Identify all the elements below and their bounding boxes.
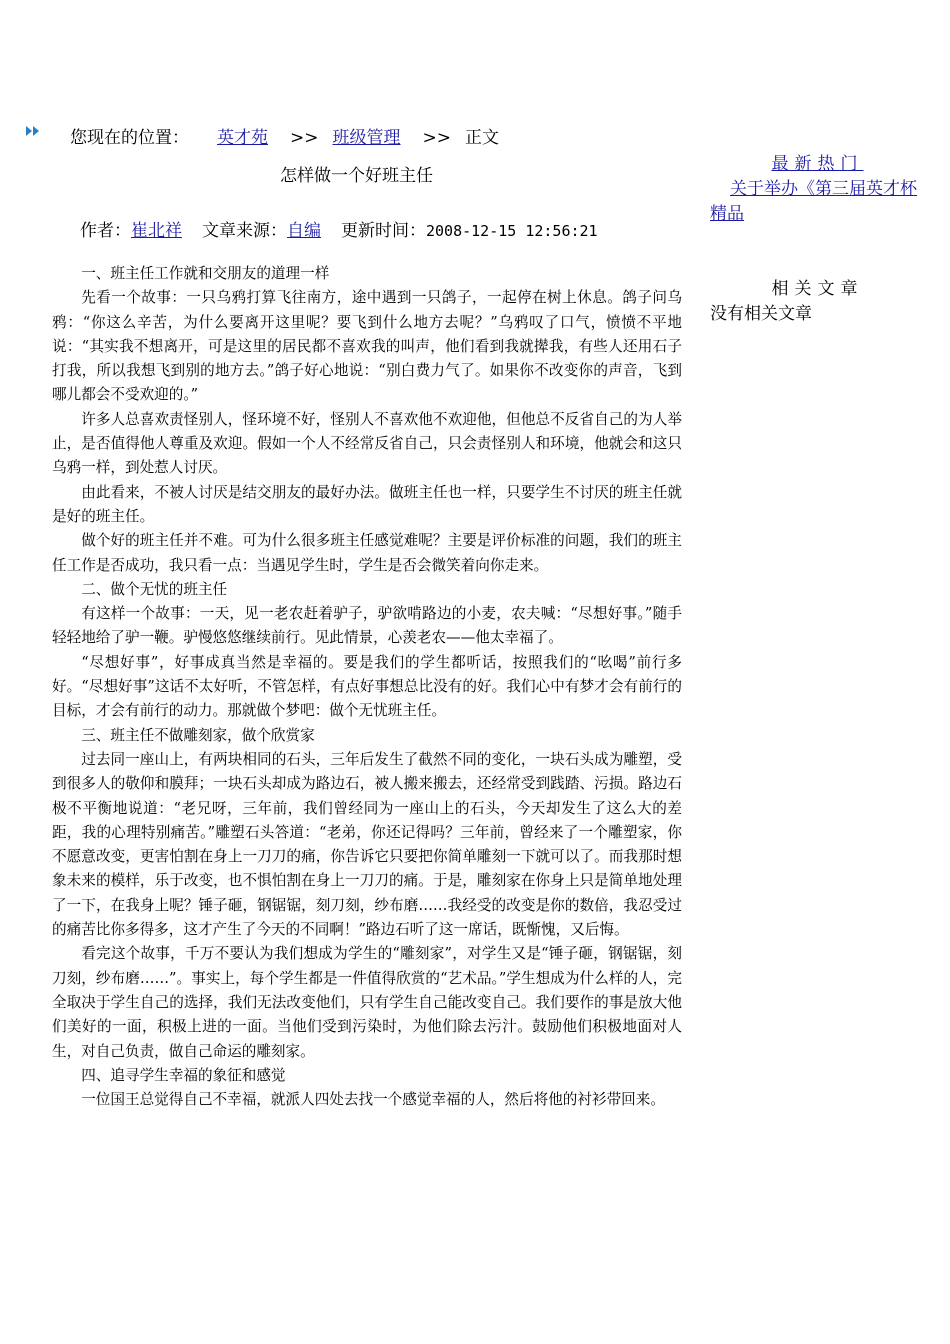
related-articles-empty: 没有相关文章 [710,304,812,324]
related-articles [710,277,925,327]
section-heading: 三、班主任不做雕刻家，做个欣赏家 [81,726,315,744]
breadcrumb-separator: >> [422,128,451,148]
section-heading: 一、班主任工作就和交朋友的道理一样 [81,265,330,282]
breadcrumb-current: 正文 [465,128,499,148]
article-paragraph: 做个好的班主任并不难。可为什么很多班主任感觉难呢？主要是评价标准的问题，我们的班主任工作是否成功，我只看一点：当遇见学生时，学生是否会微笑着向你走来。 [52,532,682,574]
article-paragraph: 一位国王总觉得自己不幸福，就派人四处去找一个感觉幸福的人，然后将他的衬衫带回来。 [81,1091,665,1109]
article-paragraph: 许多人总喜欢责怪别人，怪环境不好，怪别人不喜欢他不欢迎他，但他总不反省自己的为人举止，是否值得他人尊重及欢迎。假如一个人不经常反省自己，只会责怪别人和环境，他就会和这只乌鸦一样，到处惹人讨厌。 [52,410,682,477]
article-paragraph: 先看一个故事：一只乌鸦打算飞往南方，途中遇到一只鸽子，一起停在树上休息。鸽子问乌鸦：“你这么辛苦，为什么要离开这里呢？要飞到什么地方去呢？”乌鸦叹了口气，愤愤不平地说：“其实我不想离开，可是这里的居民都不喜欢我的叫声，他们看到我就撵我，有些人还用石子打我，所以我想飞到别的地方去。”鸽子好心地说：“别白费力气了。如果你不改变你的声音，飞到哪儿都会不受欢迎的。” [52,289,682,404]
hot-article-link[interactable]: 关于举办《第三届英才杯精品 [710,179,917,224]
updated-label: 更新时间： [341,221,426,241]
article-paragraph: 过去同一座山上，有两块相同的石头，三年后发生了截然不同的变化，一块石头成为雕塑，受到很多人的敬仰和膜拜；一块石头却成为路边石，被人搬来搬去，还经常受到践踏、污损。路边石极不平衡地说道：“老兄呀，三年前，我们曾经同为一座山上的石头，今天却发生了这么大的差距，我的心理特别痛苦。”雕塑石头答道：“老弟，你还记得吗？三年前，曾经来了一个雕塑家，你不愿意改变，更害怕割在身上一刀刀的痛，你告诉它只要把你简单雕刻一下就可以了。而我那时想象未来的模样，乐于改变，也不惧怕割在身上一刀刀的痛。于是，雕刻家在你身上只是简单地处理了一下，在我身上呢？锤子砸，钢锯锯，刻刀刻，纱布磨……我经受的改变是你的数倍，我忍受过的痛苦比你多得多，这才产生了今天的不同啊！”路边石听了这一席话，既惭愧，又后悔。 [52,750,682,939]
article-body [52,262,682,1112]
article-paragraph: 看完这个故事，千万不要认为我们想成为学生的“雕刻家”，对学生又是“锤子砸，钢锯锯，刻刀刻，纱布磨……”。事实上，每个学生都是一件值得欣赏的“艺术品。”学生想成为什么样的人，完全取决于学生自己的选择，我们无法改变他们，只有学生自己能改变自己。我们要作的事是放大他们美好的一面，积极上进的一面。当他们受到污染时，为他们除去污汁。鼓励他们积极地面对人生，对自己负责，做自己命运的雕刻家。 [52,945,682,1060]
breadcrumb-separator: >> [290,128,319,148]
article-meta [80,219,598,243]
section-heading: 二、做个无忧的班主任 [81,580,228,598]
source-label: 文章来源： [202,221,287,241]
source-link[interactable]: 自编 [287,221,321,241]
breadcrumb-link-class-management[interactable]: 班级管理 [332,128,401,148]
related-articles-heading: 相关文章 [771,279,864,299]
article-paragraph: “尽想好事”，好事成真当然是幸福的。要是我们的学生都听话，按照我们的“吆喝”前行多好。“尽想好事”这话不太好听，不管怎样，有点好事想总比没有的好。我们心中有梦才会有前行的目标，才会有前行的动力。那就做个梦吧：做个无忧班主任。 [52,653,682,720]
hot-articles-heading-link[interactable]: 最新热门 [771,154,864,174]
section-heading: 四、追寻学生幸福的象征和感觉 [81,1066,286,1084]
author-link[interactable]: 崔北祥 [131,221,182,241]
updated-time: 2008-12-15 12:56:21 [426,222,598,240]
double-arrow-bullet-icon [26,125,40,137]
article-title: 怎样做一个好班主任 [280,166,433,186]
article-paragraph: 有这样一个故事：一天，见一老农赶着驴子，驴欲啃路边的小麦，农夫喊：“尽想好事。”随手轻轻地给了驴一鞭。驴慢悠悠继续前行。见此情景，心羡老农——他太幸福了。 [52,605,682,647]
breadcrumb-link-home[interactable]: 英才苑 [217,128,268,148]
article-paragraph: 由此看来，不被人讨厌是结交朋友的最好办法。做班主任也一样，只要学生不讨厌的班主任就是好的班主任。 [52,483,682,525]
author-label: 作者： [80,221,131,241]
breadcrumb-prefix: 您现在的位置： [70,128,189,148]
breadcrumb [70,126,499,150]
sidebar [710,152,925,327]
